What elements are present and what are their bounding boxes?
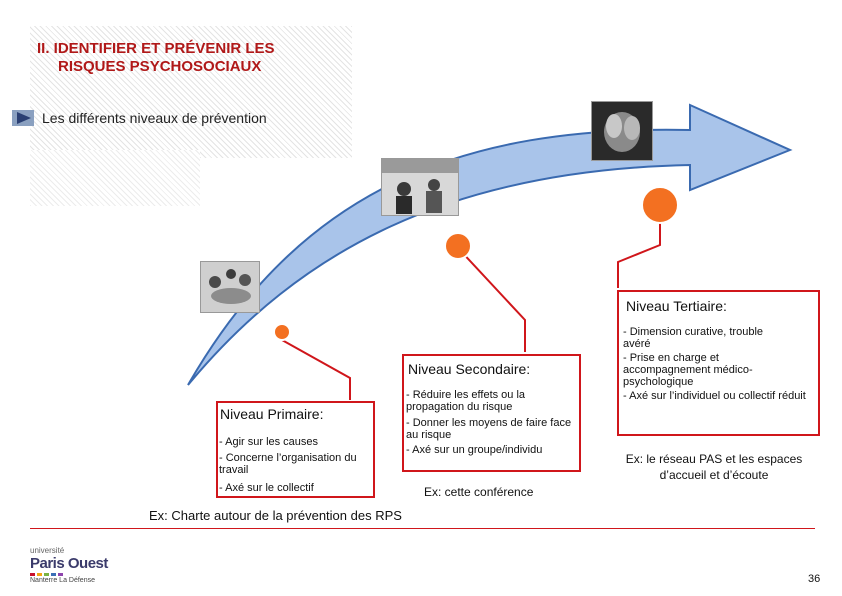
title-line-2: RISQUES PSYCHOSOCIAUX: [58, 58, 262, 75]
distress-photo: [591, 101, 653, 161]
box-niveau-tertiaire: [617, 290, 820, 436]
logo-line-3: Nanterre La Défense: [30, 577, 95, 584]
secondaire-example: Ex: cette conférence: [424, 485, 534, 499]
office-photo: [381, 158, 459, 216]
tertiaire-item: - Dimension curative, trouble avéré: [623, 326, 764, 350]
tertiaire-item: - Prise en charge et accompagnement médico-psychologique: [623, 352, 753, 388]
secondaire-item: - Réduire les effets ou la propagation du risque: [406, 389, 526, 413]
primaire-item: - Axé sur le collectif: [219, 482, 314, 494]
secondaire-heading: Niveau Secondaire:: [408, 361, 531, 377]
dot-primaire: [274, 324, 290, 340]
title-line-1: II. IDENTIFIER ET PRÉVENIR LES: [37, 40, 275, 57]
primaire-heading: Niveau Primaire:: [220, 406, 324, 422]
meeting-photo: [200, 261, 260, 313]
subtitle: Les différents niveaux de prévention: [42, 110, 267, 126]
secondaire-item: - Donner les moyens de faire face au risque: [406, 417, 572, 441]
university-logo: [30, 546, 108, 584]
primaire-item: - Agir sur les causes: [219, 436, 319, 448]
tertiaire-heading: Niveau Tertiaire:: [626, 298, 727, 314]
logo-line-2: Paris Ouest: [30, 555, 108, 572]
page-number: 36: [808, 573, 821, 585]
secondaire-item: - Axé sur un groupe/individu: [406, 444, 543, 456]
box-niveau-secondaire: [402, 354, 581, 472]
primaire-example: Ex: Charte autour de la prévention des RPS: [149, 508, 402, 523]
connector-secondaire: [458, 248, 525, 352]
dot-tertiaire: [642, 187, 678, 223]
tertiaire-example: Ex: le réseau PAS et les espaces d’accueil et d’écoute: [625, 452, 803, 482]
dot-secondaire: [445, 233, 471, 259]
footer-rule: [30, 528, 815, 529]
logo-line-1: université: [30, 546, 65, 555]
connector-primaire: [282, 340, 350, 400]
box-niveau-primaire: [216, 401, 375, 498]
tertiaire-item: - Axé sur l’individuel ou collectif réduit: [623, 390, 806, 402]
primaire-item: - Concerne l’organisation du travail: [219, 452, 357, 476]
